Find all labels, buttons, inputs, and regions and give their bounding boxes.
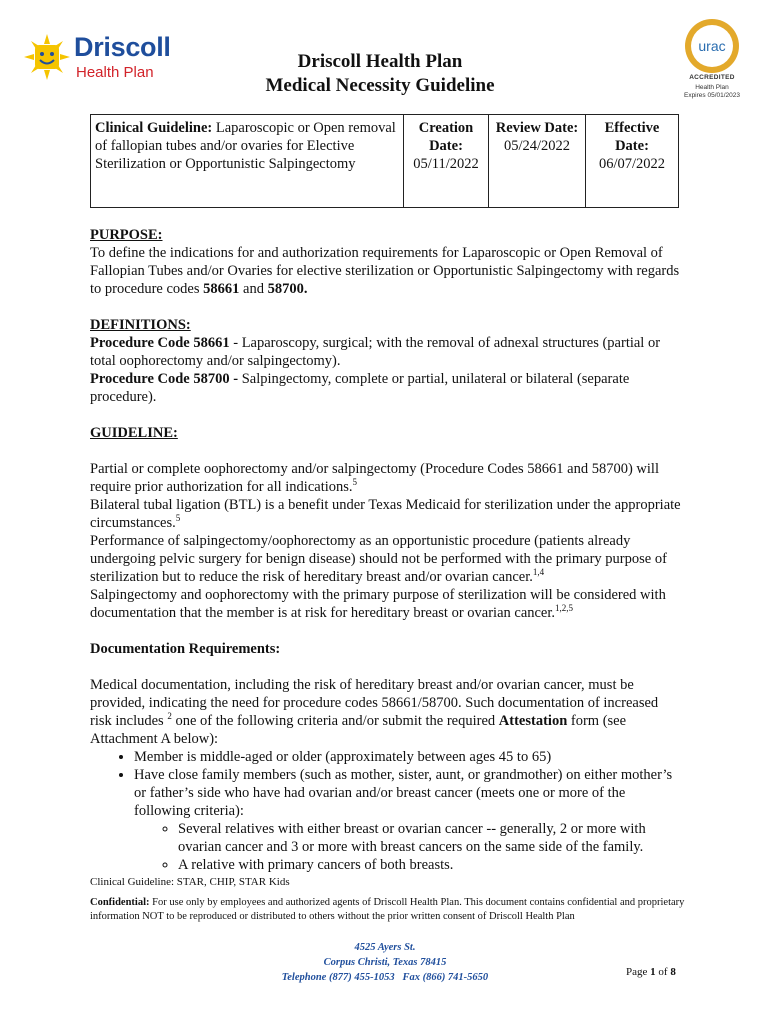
documentation-intro-b: one of the following criteria and/or submit the required xyxy=(175,713,496,729)
title-line-1: Driscoll Health Plan xyxy=(297,51,463,72)
effective-date-label: Effective Date: xyxy=(604,120,660,154)
definition-58661-text: - Laparoscopy, surgical; with the removal of adnexal structures (partial or total oophorectomy and/or salpingectomy). xyxy=(90,335,661,369)
address-street: 4525 Ayers St. xyxy=(354,942,416,953)
guideline-paragraph-2 xyxy=(90,496,682,532)
purpose-text xyxy=(90,244,682,298)
review-date-value: 05/24/2022 xyxy=(503,138,571,154)
definition-58661 xyxy=(90,334,682,370)
list-item: • Member is middle-aged or older (approximately between ages 45 to 65) xyxy=(134,748,682,766)
creation-date-label: Creation Date: xyxy=(418,120,474,154)
page-title xyxy=(200,50,560,98)
purpose-code-2: 58700. xyxy=(267,281,308,297)
page-number xyxy=(626,966,676,978)
guideline-paragraph-1 xyxy=(90,460,682,496)
sub-criteria-list xyxy=(134,820,682,874)
documentation-intro-c: form (see Attachment A below): xyxy=(90,713,627,747)
footer-guideline-programs: Clinical Guideline: STAR, CHIP, STAR Kids xyxy=(90,876,290,888)
urac-seal-text: urac xyxy=(698,38,726,54)
urac-expiration: Expires 05/01/2023 xyxy=(683,92,740,99)
criteria-list xyxy=(90,748,682,874)
urac-accreditation-seal xyxy=(676,18,748,106)
guideline-p1-text: Partial or complete oophorectomy and/or salpingectomy (Procedure Codes 58661 and 58700) will require prior authorization for all indications. xyxy=(90,461,659,495)
purpose-body: To define the indications for and authorization requirements for Laparoscopic or Open Removal of Fallopian Tubes and/or Ovaries for elective sterilization or Opportunistic Salpingectomy with regards to procedure codes xyxy=(90,245,680,297)
documentation-intro xyxy=(90,676,682,748)
documentation-heading: Documentation Requirements: xyxy=(90,641,281,657)
purpose-and: and xyxy=(243,281,264,297)
title-line-2: Medical Necessity Guideline xyxy=(265,75,495,96)
list-item: ◦ Several relatives with either breast or ovarian cancer -- generally, 2 or more with ovarian cancer and 3 or more with breast cancers on the same side of the family. xyxy=(178,820,682,856)
review-date-label: Review Date: xyxy=(495,120,579,136)
guideline-heading: GUIDELINE: xyxy=(90,425,178,441)
page-of: of xyxy=(658,966,668,978)
guideline-p3-text: Performance of salpingectomy/oophorectomy as an opportunistic procedure (patients already undergoing pelvic surgery for benign disease) should not be performed with the primary purpose of sterilization but to reduce the risk of hereditary breast and/or ovarian cancer. xyxy=(90,533,667,585)
guideline-label: Clinical Guideline: xyxy=(95,120,213,136)
guideline-paragraph-3 xyxy=(90,532,682,586)
review-date-cell xyxy=(489,115,586,208)
definition-58700 xyxy=(90,370,682,406)
definitions-heading: DEFINITIONS: xyxy=(90,317,191,333)
confidential-text: For use only by employees and authorized agents of Driscoll Health Plan. This document contains confidential and proprietary information NOT to be reproduced or distributed to others without the prior written consent of Driscoll Health Plan xyxy=(90,897,685,922)
definition-58661-label: Procedure Code 58661 xyxy=(90,335,230,351)
logo-subtitle: Health Plan xyxy=(76,64,154,81)
guideline-info-table xyxy=(90,114,679,208)
guideline-cell xyxy=(91,115,404,208)
effective-date-cell xyxy=(586,115,679,208)
guideline-p3-ref: 1,4 xyxy=(532,567,545,578)
creation-date-cell xyxy=(404,115,489,208)
address-city: Corpus Christi, Texas 78415 xyxy=(323,957,447,968)
list-item: ◦ A relative with primary cancers of both breasts. xyxy=(178,856,682,874)
urac-seal-icon xyxy=(684,18,740,74)
definition-58700-label: Procedure Code 58700 - xyxy=(90,371,239,387)
purpose-heading: PURPOSE: xyxy=(90,227,163,243)
definition-58700-text: Salpingectomy, complete or partial, unilateral or bilateral (separate procedure). xyxy=(90,371,630,405)
page-total: 8 xyxy=(670,966,676,978)
list-item-text: Have close family members (such as mother, sister, aunt, or grandmother) on either mother’s or father’s side who have had ovarian and/or breast cancer (meets one or more of the following criteria): xyxy=(134,767,673,819)
contact-address xyxy=(240,940,530,985)
page-label: Page xyxy=(626,966,648,978)
guideline-p2-text: Bilateral tubal ligation (BTL) is a benefit under Texas Medicaid for sterilization under the appropriate circumstances. xyxy=(90,497,681,531)
urac-accredited-label: ACCREDITED xyxy=(689,74,735,81)
effective-date-value: 06/07/2022 xyxy=(598,156,666,172)
confidential-label: Confidential: xyxy=(90,897,150,908)
logo-brand: Driscoll xyxy=(74,32,171,62)
creation-date-value: 05/11/2022 xyxy=(413,156,479,172)
guideline-p1-ref: 5 xyxy=(352,477,358,488)
confidentiality-notice xyxy=(90,896,690,924)
list-item xyxy=(134,766,682,874)
sun-face-icon xyxy=(24,34,70,80)
guideline-text: Laparoscopic or Open removal of fallopian tubes and/or ovaries for Elective Sterilization or Opportunistic Salpingectomy xyxy=(95,120,396,172)
purpose-code-1: 58661 xyxy=(203,281,240,297)
address-phone-fax: Telephone (877) 455-1053 Fax (866) 741-5650 xyxy=(281,972,489,983)
documentation-intro-ref: 2 xyxy=(167,711,172,722)
guideline-p2-ref: 5 xyxy=(175,513,181,524)
documentation-attestation: Attestation xyxy=(498,713,568,729)
driscoll-logo xyxy=(24,34,184,86)
urac-plan-type: Health Plan xyxy=(695,84,729,91)
guideline-p4-ref: 1,2,5 xyxy=(555,603,574,614)
guideline-paragraph-4 xyxy=(90,586,682,622)
page-current: 1 xyxy=(650,966,656,978)
documentation-intro-a: Medical documentation, including the risk of hereditary breast and/or ovarian cancer, must be provided, indicating the need for procedure codes 58661/58700. Such documentation of increased risk includes xyxy=(90,677,659,729)
main-content xyxy=(90,226,682,874)
guideline-p4-text: Salpingectomy and oophorectomy with the primary purpose of sterilization will be considered with documentation that the member is at risk for hereditary breast or ovarian cancer. xyxy=(90,587,666,621)
